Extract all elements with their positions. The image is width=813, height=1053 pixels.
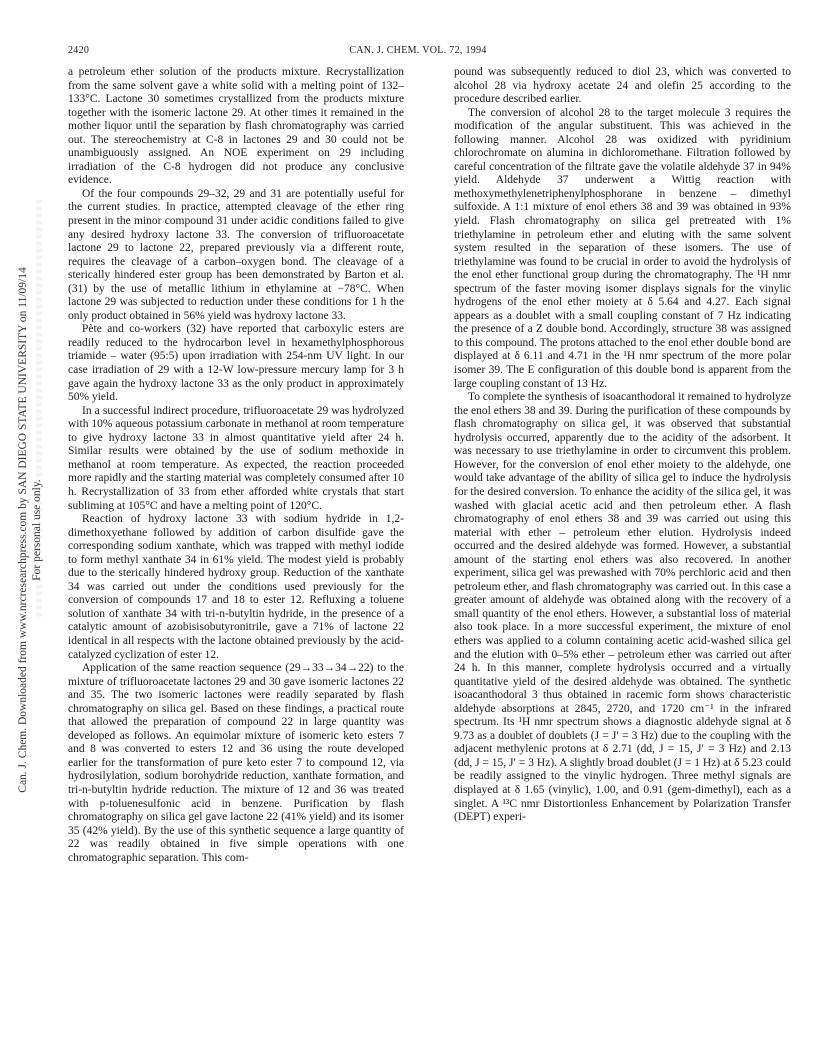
- running-header: [68, 45, 768, 61]
- journal-citation: CAN. J. CHEM. VOL. 72, 1994: [349, 45, 487, 56]
- download-watermark: [8, 140, 52, 920]
- watermark-line-1: Can. J. Chem. Downloaded from www.nrcresearchpress.com by SAN DIEGO STATE UNIVERSITY on 11/09/14: [17, 267, 29, 793]
- watermark-line-2: For personal use only.: [31, 479, 43, 581]
- right-text-column: [454, 66, 791, 825]
- paragraph: In a successful indirect procedure, trifluoroacetate 29 was hydrolyzed with 10% aqueous potassium carbonate in methanol at room temperature to give hydroxy lactone 33 in almost quantitative yield after 24 h. Similar results were obtained by the use of sodium methoxide in methanol at room temperature. As expected, the reaction proceeded more rapidly and the starting material was completely consumed after 10 h. Recrystallization of 33 from ether afforded white crystals that start subliming at 105°C and have a melting point of 120°C.: [68, 404, 404, 512]
- paragraph: The conversion of alcohol 28 to the target molecule 3 requires the modification of the angular substituent. This was achieved in the following manner. Alcohol 28 was oxidized with pyridinium chlorochromate on alumina in dichloromethane. Filtration followed by careful concentration of the filtrate gave the volatile aldehyde 37 in 94% yield. Aldehyde 37 underwent a Wittig reaction with methoxymethylenetriphenylphosphorane in benzene – dimethyl sulfoxide. A 1:1 mixture of enol ethers 38 and 39 was obtained in 93% yield. Flash chromatography on silica gel pretreated with 1% triethylamine in petroleum ether and eluting with the same solvent system resulted in the separation of these isomers. The use of triethylamine was found to be crucial in order to avoid the hydrolysis of the enol ether functional group during the chromatography. The ¹H nmr spectrum of the faster moving isomer displays signals for the vinylic hydrogens of the enol ether moiety at δ 5.64 and 4.27. Each signal appears as a doublet with a small coupling constant of 7 Hz indicating the presence of a Z double bond. Accordingly, structure 38 was assigned to this compound. The protons attached to the enol ether double bond are displayed at δ 6.11 and 4.71 in the ¹H nmr spectrum of the more polar isomer 39. The E configuration of this double bond is apparent from the large coupling constant of 13 Hz.: [454, 106, 791, 390]
- paragraph: Reaction of hydroxy lactone 33 with sodium hydride in 1,2-dimethoxyethane followed by addition of carbon disulfide gave the corresponding sodium xanthate, which was trapped with methyl iodide to form methyl xanthate 34 in 61% yield. The modest yield is probably due to the sterically hindered hydroxy group. Reduction of the xanthate 34 was carried out under the conditions used previously for the conversion of compounds 17 and 18 to ester 12. Refluxing a toluene solution of xanthate 34 with tri-n-butyltin hydride, in the presence of a catalytic amount of azobisisobutyronitrile, gave a 71% of lactone 22 identical in all respects with the lactone obtained previously by the acid-catalyzed cyclization of ester 12.: [68, 513, 404, 661]
- paragraph: Of the four compounds 29–32, 29 and 31 are potentially useful for the current studies. In practice, attempted cleavage of the ether ring present in the minor compound 31 under acidic conditions failed to give any desired hydroxy lactone 33. The conversion of trifluoroacetate lactone 29 to lactone 22, prepared previously via a different route, requires the cleavage of a carbon–oxygen bond. The cleavage of a sterically hindered ester group has been demonstrated by Barton et al. (31) by the use of metallic lithium in ethylamine at −78°C. When lactone 29 was subjected to reduction under these conditions for 1 h the only product obtained in 56% yield was hydroxy lactone 33.: [68, 187, 404, 322]
- paragraph: a petroleum ether solution of the products mixture. Recrystallization from the same solvent gave a white solid with a melting point of 132–133°C. Lactone 30 sometimes crystallized from the products mixture together with the isomeric lactone 29. At other times it remained in the mother liquor until the separation by flash chromatography was carried out. The stereochemistry at C-8 in lactones 29 and 30 could not be unambiguously assigned. An NOE experiment on 29 including irradiation of the C-8 hydrogen did not produce any conclusive evidence.: [68, 66, 404, 187]
- left-text-column: [68, 66, 404, 865]
- page-number: 2420: [68, 45, 90, 56]
- watermark-text: [16, 267, 44, 792]
- paragraph: To complete the synthesis of isoacanthodoral it remained to hydrolyze the enol ethers 38 and 39. During the purification of these compounds by flash chromatography on silica gel, it was observed that substantial hydrolysis occurred, apparently due to the acidity of the adsorbent. It was necessary to use triethylamine in order to circumvent this problem. However, for the conversion of enol ether moiety to the aldehyde, one would take advantage of the ability of silica gel to induce the hydrolysis for the desired conversion. To enhance the acidity of the silica gel, it was washed with glacial acetic acid and then petroleum ether. A flash chromatography of enol ethers 38 and 39 was carried out using this material with ether – petroleum ether elution. Hydrolysis indeed occurred and the desired aldehyde was formed. However, a substantial amount of the starting enol ethers was also recovered. In another experiment, silica gel was prewashed with 70% perchloric acid and then petroleum ether, and flash chromatography was carried out. In this case a greater amount of aldehyde was obtained along with the recovery of a small quantity of the enol ethers. However, a substantial loss of material also took place. In a more successful experiment, the mixture of enol ethers was applied to a column containing acetic acid-washed silica gel and the elution with 0–5% ether – petroleum ether was carried out after 24 h. In this manner, complete hydrolysis occurred and a virtually quantitative yield of the desired aldehyde was obtained. The synthetic isoacanthodoral 3 thus obtained in racemic form shows characteristic aldehyde absorptions at 2845, 2720, and 1720 cm⁻¹ in the infrared spectrum. Its ¹H nmr spectrum shows a diagnostic aldehyde signal at δ 9.73 as a doublet of doublets (J = J′ = 3 Hz) due to the coupling with the adjacent methylenic protons at δ 2.71 (dd, J = 15, J′ = 3 Hz) and 2.13 (dd, J = 15, J′ = 3 Hz). A slightly broad doublet (J = 1 Hz) at δ 5.23 could be readily assigned to the vinylic hydrogen. Three methyl signals are displayed at δ 1.65 (vinylic), 1.00, and 0.91 (gem-dimethyl), each as a singlet. A ¹³C nmr Distortionless Enhancement by Polarization Transfer (DEPT) experi-: [454, 391, 791, 824]
- paragraph: Pète and co-workers (32) have reported that carboxylic esters are readily reduced to the hydrocarbon level in hexamethylphosphorous triamide – water (95:5) upon irradiation with 254-nm UV light. In our case irradiation of 29 with a 12-W low-pressure mercury lamp for 3 h gave again the hydroxy lactone 33 as the only product in approximately 50% yield.: [68, 323, 404, 404]
- paragraph: Application of the same reaction sequence (29→33→34→22) to the mixture of trifluoroacetate lactones 29 and 30 gave isomeric lactones 22 and 35. The two isomeric lactones were readily separated by flash chromatography on silica gel. Based on these findings, a practical route that allowed the preparation of compound 22 in large quantity was developed as follows. An equimolar mixture of isomeric keto esters 7 and 8 was converted to esters 12 and 36 using the route developed earlier for the transformation of pure keto ester 7 to compound 12, via hydrosilylation, sodium borohydride reduction, xanthate formation, and tri-n-butyltin hydride reduction. The mixture of 12 and 36 was treated with p-toluenesulfonic acid in benzene. Purification by flash chromatography on silica gel gave lactone 22 (41% yield) and its isomer 35 (42% yield). By the use of this synthetic sequence a large quantity of 22 was readily obtained in five simple operations with one chromatographic separation. This com-: [68, 662, 404, 864]
- paragraph: pound was subsequently reduced to diol 23, which was converted to alcohol 28 via hydroxy acetate 24 and olefin 25 according to the procedure described earlier.: [454, 66, 791, 106]
